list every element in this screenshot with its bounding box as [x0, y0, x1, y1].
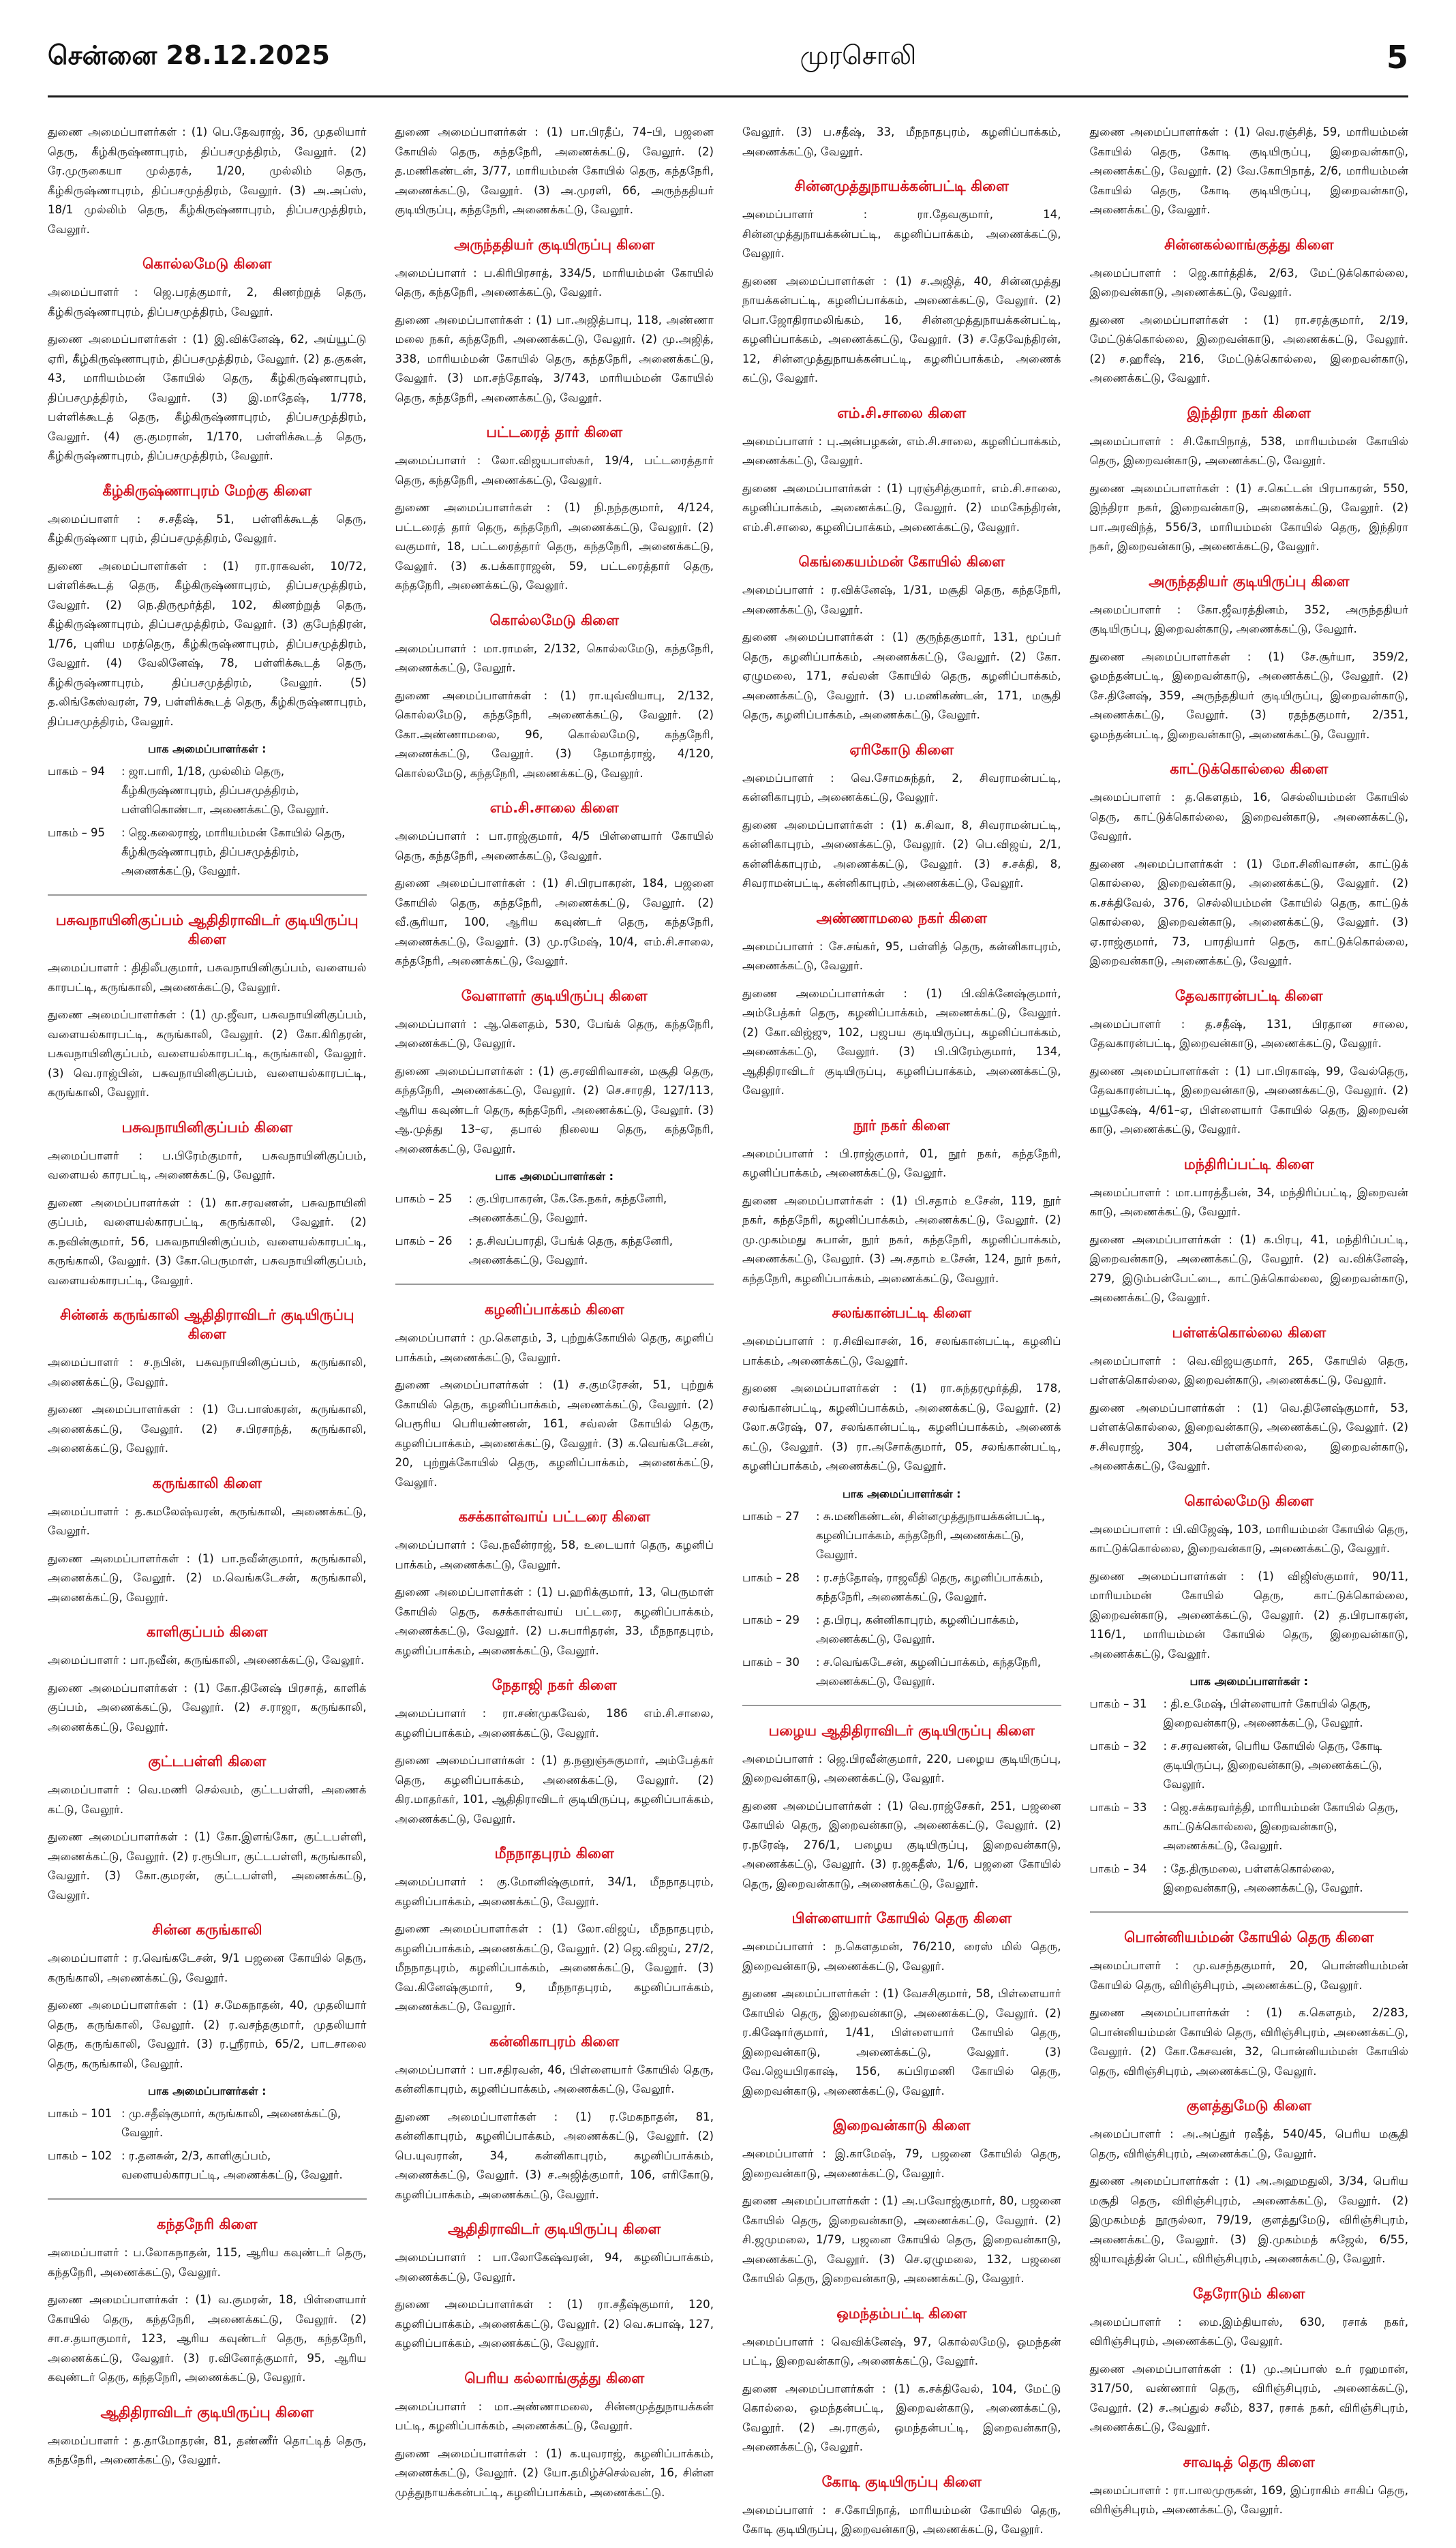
masthead-rule	[48, 95, 1408, 97]
branch-heading: கீழ்கிருஷ்ணாபுரம் மேற்கு கிளை	[102, 482, 312, 499]
ward-row	[1090, 1737, 1409, 1794]
entry: அமைப்பாளர் : ப.கிரிபிரசாத், 334/5, மாரியம்மன் கோயில் தெரு, கந்தநேரி, அணைக்கட்டு, வேலூர்.	[395, 266, 714, 299]
entry: துணை அமைப்பாளர்கள் : (1) பி.விக்னேஷ்குமார், அம்பேத்கர் தெரு, கழனிப்பாக்கம், அணைக்கட்டு, வேலூர். (2) கோ.விஜ்ஜு, 102, பஜபய குடியிருப்பு, கழனிப்பாக்கம், அணைக்கட்டு, வேலூர். (3) பி.பிரேம்குமார், 134, ஆதிதிராவிடர் குடியிருப்பு, கழனிப்பாக்கம், அணைக்கட்டு, வேலூர்.	[742, 986, 1061, 1097]
ward-row	[48, 2104, 367, 2142]
entry: அமைப்பாளர் : ர.சிவிவாசன், 16, சலங்கான்பட்டி, கழனிப் பாக்கம், அணைக்கட்டு, வேலூர்.	[742, 1335, 1061, 1367]
branch-heading: காளிகுப்பம் கிளை	[146, 1624, 268, 1640]
entry: அமைப்பாளர் : சி.கோபிநாத், 538, மாரியம்மன் கோயில் தெரு, இறைவன்காடு, அணைக்கட்டு, வேலூர்.	[1089, 434, 1408, 467]
entry: அமைப்பாளர் : ஜெ.கார்த்திக், 2/63, மேட்டுக்கொல்லை, இறைவன்காடு, அணைக்கட்டு, வேலூர்.	[1089, 266, 1408, 299]
entry: துணை அமைப்பாளர்கள் : (1) புரஞ்சித்குமார், எம்.சி.சாலை, கழனிப்பாக்கம், அணைக்கட்டு, வேலூர். (2) மமகேந்திரன், எம்.சி.சாலை, கழனிப்பாக்கம், அணைக்கட்டு, வேலூர்.	[742, 481, 1061, 534]
masthead	[48, 38, 1408, 76]
branch-heading: கன்னிகாபுரம் கிளை	[489, 2033, 620, 2050]
entry: அமைப்பாளர் : வெ.சோமசுந்தர், 2, சிவராமன்பட்டி, கன்னிகாபுரம், அணைக்கட்டு, வேலூர்.	[742, 771, 1061, 804]
entry: துணை அமைப்பாளர்கள் : (1) க.சக்திவேல், 104, மேட்டு கொல்லை, ஒமந்தன்பட்டி, இறைவன்காடு, அணைக்கட்டு, வேலூர். (2) அ.ராகுல், ஒமந்தன்பட்டி, இறைவன்காடு, அணைக்கட்டு, வேலூர்.	[742, 2382, 1061, 2453]
entry: அமைப்பாளர் : ஆ.கௌதம், 530, பேங்க் தெரு, கந்தநேரி, அணைக்கட்டு, வேலூர்.	[395, 1017, 714, 1050]
section-subheading: பாக அமைப்பாளர்கள் :	[148, 2084, 267, 2097]
entry: அமைப்பாளர் : ச.கோபிநாத், மாரியம்மன் கோயில் தெரு, கோடி குடியிருப்பு, இறைவன்காடு, அணைக்கட்டு, வேலூர்.	[742, 2503, 1061, 2536]
section-subheading: பாக அமைப்பாளர்கள் :	[843, 1487, 961, 1500]
ward-text: : ர.சந்தோஷ், ராஜவீதி தெரு, கழனிப்பாக்கம், கந்தநேரி, அணைக்கட்டு, வேலூர்.	[816, 1571, 1044, 1603]
article-columns	[48, 123, 1408, 2536]
branch-heading: ஆதிதிராவிடர் குடியிருப்பு கிளை	[100, 2403, 314, 2421]
entry: துணை அமைப்பாளர்கள் : (1) வெ.தினேஷ்குமார், 53, பள்ளக்கொல்லை, இறைவன்காடு, அணைக்கட்டு, வேலூர். (2) ச.சிவராஜ், 304, பள்ளக்கொல்லை, இறைவன்காடு, அணைக்கட்டு, வேலூர்.	[1089, 1401, 1408, 1472]
entry: அமைப்பாளர் : ஜெ.பிரவீன்குமார், 220, பழைய குடியிருப்பு, இறைவன்காடு, அணைக்கட்டு, வேலூர்.	[742, 1752, 1061, 1785]
entry: துணை அமைப்பாளர்கள் : (1) பா.பிரதீப், 74–பி, பஜனை கோயில் தெரு, கந்தநேரி, அணைக்கட்டு, வேலூர். (2) த.மணிகண்டன், 3/77, மாரியம்மன் கோயில் தெரு, கந்தநேரி, அணைக்கட்டு, வேலூர். (3) அ.முரளி, 66, அருந்ததியர் குடியிருப்பு, கந்தநேரி, அணைக்கட்டு, வேலூர்.	[395, 125, 714, 216]
ward-row	[742, 1653, 1061, 1691]
entry: அமைப்பாளர் : ந.கௌதமன், 76/210, ரைஸ் மில் தெரு, இறைவன்காடு, அணைக்கட்டு, வேலூர்.	[742, 1940, 1061, 1973]
ward-text: : ச.சரவணன், பெரிய கோயில் தெரு, கோடி குடியிருப்பு, இறைவன்காடு, அணைக்கட்டு, வேலூர்.	[1163, 1740, 1382, 1791]
entry: அமைப்பாளர் : பா.லோகேஷ்வரன், 94, கழனிப்பாக்கம், அணைக்கட்டு, வேலூர்.	[395, 2251, 714, 2284]
branch-heading: கழனிப்பாக்கம் கிளை	[484, 1301, 624, 1318]
ward-label: பாகம் – 28	[742, 1571, 800, 1584]
entry: துணை அமைப்பாளர்கள் : (1) வ.குமரன், 18, பிள்ளையார் கோயில் தெரு, கந்தநேரி, அணைக்கட்டு, வேலூர். (2) சா.ச.தயாகுமார், 123, ஆரிய கவுண்டர் தெரு, கந்தநேரி, அணைக்கட்டு, வேலூர். (3) ர.வினோத்குமார், 95, ஆரிய கவுண்டர் தெரு, கந்தநேரி, அணைக்கட்டு, வேலூர்.	[48, 2293, 367, 2384]
ward-text: : ஜெ.சக்கரவர்த்தி, மாரியம்மன் கோயில் தெரு, காட்டுக்கொல்லை, இறைவன்காடு, அணைக்கட்டு, வேலூர்.	[1163, 1801, 1399, 1852]
entry: துணை அமைப்பாளர்கள் : (1) கோ.இளங்கோ, குட்டபள்ளி, அணைக்கட்டு, வேலூர். (2) ர.ரூபிபா, குட்டபள்ளி, கருங்காலி, வேலூர். (3) கோ.குமரன், குட்டபள்ளி, அணைக்கட்டு, வேலூர்.	[48, 1830, 367, 1902]
entry: துணை அமைப்பாளர்கள் : (1) சி.பிரபாகரன், 184, பஜனை கோயில் தெரு, கந்தநேரி, அணைக்கட்டு, வேலூர். (2) வீ.சூரியா, 100, ஆரிய கவுண்டர் தெரு, கந்தநேரி, அணைக்கட்டு, வேலூர். (3) மு.ரமேஷ், 10/4, எம்.சி.சாலை, கந்தநேரி, அணைக்கட்டு, வேலூர்.	[395, 877, 714, 967]
entry: துணை அமைப்பாளர்கள் : (1) க.கௌதம், 2/283, பொன்னியம்மன் கோயில் தெரு, விரிஞ்சிபுரம், அணைக்கட்டு, வேலூர். (2) கோ.கேசவன், 32, பொன்னியம்மன் கோயில் தெரு, விரிஞ்சிபுரம், அணைக்கட்டு, வேலூர்.	[1089, 2006, 1408, 2078]
entry: துணை அமைப்பாளர்கள் : (1) மோ.சினிவாசன், காட்டுக் கொல்லை, இறைவன்காடு, அணைக்கட்டு, வேலூர். (2) க.சக்திவேல், 376, செல்லியம்மன் கோயில் தெரு, காட்டுக் கொல்லை, இறைவன்காடு, அணைக்கட்டு, வேலூர். (3) ஏ.ராஜ்குமார், 73, பாரதியார் தெரு, காட்டுக்கொல்லை, இறைவன்காடு, அணைக்கட்டு, வேலூர்.	[1089, 857, 1408, 967]
entry: அமைப்பாளர் : அ.அப்துர் ரஷீத், 540/45, பெரிய மசூதி தெரு, விரிஞ்சிபுரம், அணைக்கட்டு, வேலூர்.	[1089, 2127, 1408, 2160]
entry: அமைப்பாளர் : கோ.ஜீவரத்தினம், 352, அருந்ததியர் குடியிருப்பு, இறைவன்காடு, அணைக்கட்டு, வேலூர்.	[1089, 603, 1408, 635]
ward-row	[48, 2147, 367, 2185]
ward-label: பாகம் – 34	[1089, 1862, 1147, 1875]
branch-heading: குட்டபள்ளி கிளை	[148, 1753, 267, 1770]
entry: அமைப்பாளர் : மு.வசந்தகுமார், 20, பொன்னியம்மன் கோயில் தெரு, விரிஞ்சிபுரம், அணைக்கட்டு, வேலூர்.	[1089, 1959, 1408, 1992]
entry: அமைப்பாளர் : ரா.தேவகுமார், 14, சின்னமுத்துநாயக்கன்பட்டி, கழனிப்பாக்கம், அணைக்கட்டு, வேலூர்.	[742, 208, 1061, 260]
section-subheading: பாக அமைப்பாளர்கள் :	[495, 1170, 613, 1183]
entry: அமைப்பாளர் : பு.அன்பழகன், எம்.சி.சாலை, கழனிப்பாக்கம், அணைக்கட்டு, வேலூர்.	[742, 434, 1061, 467]
branch-heading: தேரோடும் கிளை	[1193, 2285, 1305, 2302]
ward-label: பாகம் – 25	[395, 1192, 453, 1205]
ward-text: : மு.சதீஷ்குமார், கருங்காலி, அணைக்கட்டு, வேலூர்.	[121, 2107, 342, 2139]
entry: அமைப்பாளர் : வெ.விஜயகுமார், 265, கோயில் தெரு, பள்ளக்கொல்லை, இறைவன்காடு, அணைக்கட்டு, வேலூர்.	[1089, 1354, 1408, 1386]
branch-heading: கருங்காலி கிளை	[152, 1474, 262, 1491]
ward-row	[1090, 1798, 1409, 1855]
ward-label: பாகம் – 29	[742, 1613, 800, 1626]
entry: துணை அமைப்பாளர்கள் : (1) ரா.ராகவன், 10/72, பள்ளிக்கூடத் தெரு, கீழ்கிருஷ்ணாபுரம், திப்பசமுத்திரம், வேலூர். (2) நெ.திருமூர்த்தி, 102, கிணற்றுத் தெரு, கீழ்கிருஷ்ணாபுரம், திப்பசமுத்திரம், வேலூர். (3) குபேந்திரன், 1/76, புளிய மரத்தெரு, கீழ்கிருஷ்ணாபுரம், திப்பசமுத்திரம், வேலூர். (4) வேலினேஷ், 78, பள்ளிக்கூடத் தெரு, கீழ்கிருஷ்ணாபுரம், திப்பசமுத்திரம், வேலூர். (5) த.லிங்கேஸ்வரன், 79, பள்ளிக்கூடத் தெரு, கீழ்கிருஷ்ணாபுரம், திப்பசமுத்திரம், வேலூர்.	[48, 559, 367, 728]
ward-label: பாகம் – 31	[1089, 1697, 1147, 1710]
branch-heading: சின்னகல்லாங்குத்து கிளை	[1164, 236, 1334, 253]
ward-label: பாகம் – 94	[48, 765, 105, 778]
entry: அமைப்பாளர் : இ.காமேஷ், 79, பஜனை கோயில் தெரு, இறைவன்காடு, அணைக்கட்டு, வேலூர்.	[742, 2147, 1061, 2180]
ward-label: பாகம் – 32	[1089, 1740, 1147, 1753]
entry: அமைப்பாளர் : திதிலீபகுமார், பசுவநாயினிகுப்பம், வளையல் காரபட்டி, கருங்காலி, அணைக்கட்டு, வேலூர்.	[48, 961, 367, 994]
entry: துணை அமைப்பாளர்கள் : (1) க.யுவராஜ், கழனிப்பாக்கம், அணைக்கட்டு, வேலூர். (2) யோ.தமிழ்ச்செல்வன், 16, சின்ன முத்துநாயக்கன்பட்டி, கழனிப்பாக்கம், அணைக்கட்டு.	[395, 2446, 714, 2499]
entry: துணை அமைப்பாளர்கள் : (1) விஜிஸ்குமார், 90/11, மாரியம்மன் கோயில் தெரு, காட்டுக்கொல்லை, இறைவன்காடு, அணைக்கட்டு, வேலூர். (2) த.பிரபாகரன், 116/1, மாரியம்மன் கோயில் தெரு, இறைவன்காடு, அணைக்கட்டு, வேலூர்.	[1089, 1569, 1408, 1660]
ward-row	[1090, 1860, 1409, 1898]
section-subheading: பாக அமைப்பாளர்கள் :	[148, 742, 267, 755]
branch-heading: நேதாஜி நகர் கிளை	[491, 1677, 617, 1693]
ward-text: : த.சிவப்பாரதி, பேங்க் தெரு, கந்தனேரி, அணைக்கட்டு, வேலூர்.	[468, 1234, 673, 1267]
entry: துணை அமைப்பாளர்கள் : (1) த.நனுஞ்சுகுமார், அம்பேத்கர் தெரு, கழனிப்பாக்கம், அணைக்கட்டு, வேலூர். (2) கிர.மாதர்கர், 101, ஆதிதிராவிடர் குடியிருப்பு, கழனிப்பாக்கம், அணைக்கட்டு, வேலூர்.	[395, 1754, 714, 1825]
branch-heading: பழைய ஆதிதிராவிடர் குடியிருப்பு கிளை	[768, 1722, 1035, 1739]
ward-row	[395, 1232, 714, 1270]
entry: துணை அமைப்பாளர்கள் : (1) மு.அப்பாஸ் உர் ரஹமான், 317/50, வண்ணார் தெரு, விரிஞ்சிபுரம், அணைக்கட்டு, வேலூர். (2) ச.அப்துல் சலீம், 837, ரசாக் நகர், விரிஞ்சிபுரம், அணைக்கட்டு, வேலூர்.	[1089, 2362, 1408, 2433]
divider	[48, 2198, 367, 2200]
entry: துணை அமைப்பாளர்கள் : (1) ச.குமரேசன், 51, புற்றுக் கோயில் தெரு, கழனிப்பாக்கம், அணைக்கட்டு, வேலூர். (2) பெரூரிய பெரியண்ணன், 161, சவ்லன் கோயில் தெரு, கழனிப்பாக்கம், அணைக்கட்டு, வேலூர். (3) க.வெங்கடேசன், 20, புற்றுக்கோயில் தெரு, கழனிப்பாக்கம், அணைக்கட்டு, வேலூர்.	[395, 1378, 714, 1489]
branch-heading: மீநநாதபுரம் கிளை	[494, 1845, 614, 1862]
branch-heading: சலங்கான்பட்டி கிளை	[832, 1305, 972, 1321]
entry: துணை அமைப்பாளர்கள் : (1) வெ.ரஞ்சித், 59, மாரியம்மன் கோயில் தெரு, கோடி குடியிருப்பு, இறைவன்காடு, அணைக்கட்டு, வேலூர். (2) வே.கோபிநாத், 2/6, மாரியம்மன் கோயில் தெரு, கோடி குடியிருப்பு, இறைவன்காடு, அணைக்கட்டு, வேலூர்.	[1089, 125, 1408, 216]
branch-heading: பிள்ளையார் கோயில் தெரு கிளை	[791, 1910, 1012, 1926]
entry: வேலூர். (3) ப.சதீஷ், 33, மீநநாதபுரம், கழனிப்பாக்கம், அணைக்கட்டு, வேலூர்.	[742, 125, 1061, 158]
branch-heading: கந்தநேரி கிளை	[157, 2216, 258, 2232]
entry: துணை அமைப்பாளர்கள் : (1) நி.நந்தகுமார், 4/124, பட்டரைத் தார் தெரு, கந்தநேரி, அணைக்கட்டு, வேலூர். (2) வகுமார், 18, பட்டரைத்தார் தெரு, கந்தநேரி, அணைக்கட்டு, வேலூர். (3) க.பக்காராஜன், 59, பட்டரைத்தார் தெரு, கந்தநேரி, அணைக்கட்டு, வேலூர்.	[395, 501, 714, 592]
entry: அமைப்பாளர் : ரா.பாலமுருகன், 169, இப்ராகிம் சாகிப் தெரு, விரிஞ்சிபுரம், அணைக்கட்டு, வேலூர்.	[1089, 2483, 1408, 2516]
branch-heading: பட்டரைத் தார் கிளை	[486, 424, 623, 440]
branch-heading: தேவகாரன்பட்டி கிளை	[1174, 987, 1323, 1004]
entry: அமைப்பாளர் : பா.நவீன், கருங்காலி, அணைக்கட்டு, வேலூர்.	[48, 1654, 365, 1667]
branch-heading: சின்னமுத்துநாயக்கன்பட்டி கிளை	[794, 178, 1009, 194]
entry: துணை அமைப்பாளர்கள் : (1) ச.அஜித், 40, சின்னமுத்து நாயக்கன்பட்டி, கழனிப்பாக்கம், அணைக்கட்டு, வேலூர். (2) பொ.ஜோதிராமலிங்கம், 16, சின்னமுத்துநாயக்கன்பட்டி, கழனிப்பாக்கம், அணைக்கட்டு, வேலூர். (3) ச.தேவேந்திரன், 12, சின்னமுத்துநாயக்கன்பட்டி, கழனிப்பாக்கம், அணைக் கட்டு, வேலூர்.	[742, 274, 1061, 384]
entry: அமைப்பாளர் : ப.பிரேம்குமார், பசுவநாயினிகுப்பம், வளையல் காரபட்டி, அணைக்கட்டு, வேலூர்.	[48, 1149, 367, 1181]
entry: துணை அமைப்பாளர்கள் : (1) மு.ஜீவா, பசுவநாயினிகுப்பம், வளையல்காரபட்டி, கருங்காலி, வேலூர். (2) கோ.கிரிதரன், பசுவநாயினிகுப்பம், வளையல்காரபட்டி, கருங்காலி, வேலூர். (3) வெ.ராஜ்பின், பசுவநாயினிகுப்பம், வளையல்காரபட்டி, கருங்காலி, வேலூர்.	[48, 1008, 367, 1099]
ward-label: பாகம் – 101	[48, 2107, 112, 2120]
entry: அமைப்பாளர் : ப.லோகநாதன், 115, ஆரிய கவுண்டர் தெரு, கந்தநேரி, அணைக்கட்டு, வேலூர்.	[48, 2246, 367, 2279]
entry: அமைப்பாளர் : பி.ராஜ்குமார், 01, நூர் நகர், கந்தநேரி, கழனிப்பாக்கம், அணைக்கட்டு, வேலூர்.	[742, 1147, 1061, 1179]
entry: துணை அமைப்பாளர்கள் : (1) ரா.சதீஷ்குமார், 120, கழனிப்பாக்கம், அணைக்கட்டு, வேலூர். (2) வெ.சுபாஷ், 127, கழனிப்பாக்கம், அணைக்கட்டு, வேலூர்.	[395, 2298, 714, 2350]
branch-heading: சின்ன கருங்காலி	[151, 1922, 262, 1938]
branch-heading: அருந்ததியர் குடியிருப்பு கிளை	[1149, 573, 1350, 590]
entry: துணை அமைப்பாளர்கள் : (1) பே.பாஸ்கரன், கருங்காலி, அணைக்கட்டு, வேலூர். (2) ச.பிரசாந்த், கருங்காலி, அணைக்கட்டு, வேலூர்.	[48, 1403, 367, 1455]
entry: துணை அமைப்பாளர்கள் : (1) அ.பவோஜ்குமார், 80, பஜனை கோயில் தெரு, இறைவன்காடு, அணைக்கட்டு, வேலூர். (2) சி.ஜமுமலை, 1/79, பஜனை கோயில் தெரு, இறைவன்காடு, அணைக்கட்டு, வேலூர். (3) செ.ஏழுமலை, 132, பஜனை கோயில் தெரு, இறைவன்காடு, அணைக்கட்டு, வேலூர்.	[742, 2194, 1061, 2285]
entry: துணை அமைப்பாளர்கள் : (1) ரா.சுந்தரமூர்த்தி, 178, சலங்கான்பட்டி, கழனிப்பாக்கம், அணைக்கட்டு, வேலூர். (2) லோ.சுரேஷ், 07, சலங்கான்பட்டி, கழனிப்பாக்கம், அணைக் கட்டு, வேலூர். (3) ரா.அசோக்குமார், 05, சலங்கான்பட்டி, கழனிப்பாக்கம், அணைக்கட்டு, வேலூர்.	[742, 1382, 1061, 1472]
entry: அமைப்பாளர் : த.சதீஷ், 131, பிரதான சாலை, தேவகாரன்பட்டி, இறைவன்காடு, அணைக்கட்டு, வேலூர்.	[1089, 1017, 1408, 1050]
ward-text: : தே.திருமலை, பள்ளக்கொல்லை, இறைவன்காடு, அணைக்கட்டு, வேலூர்.	[1163, 1862, 1363, 1894]
ward-label: பாகம் – 33	[1089, 1801, 1147, 1814]
divider	[48, 894, 367, 896]
entry: அமைப்பாளர் : பா.ராஜ்குமார், 4/5 பிள்ளையார் கோயில் தெரு, கந்தநேரி, அணைக்கட்டு, வேலூர்.	[395, 830, 714, 862]
entry: துணை அமைப்பாளர்கள் : (1) க.பிரபு, 41, மந்திரிப்பட்டி, இறைவன்காடு, அணைக்கட்டு, வேலூர். (2) வ.விக்னேஷ், 279, இடும்பன்பேட்டை, காட்டுக்கொல்லை, இறைவன்காடு, அணைக்கட்டு, வேலூர்.	[1089, 1232, 1408, 1304]
branch-heading: வேளாளர் குடியிருப்பு கிளை	[461, 987, 648, 1004]
divider	[395, 1284, 714, 1285]
column-4	[1090, 123, 1409, 2548]
branch-heading: அருந்ததியர் குடியிருப்பு கிளை	[454, 236, 655, 253]
entry: அமைப்பாளர் : கு.மோனிஷ்குமார், 34/1, மீநநாதபுரம், கழனிப்பாக்கம், அணைக்கட்டு, வேலூர்.	[395, 1875, 714, 1908]
branch-heading: பெரிய கல்லாங்குத்து கிளை	[464, 2369, 645, 2386]
entry: அமைப்பாளர் : லோ.விஜயபாஸ்கர், 19/4, பட்டரைத்தார் தெரு, கந்தநேரி, அணைக்கட்டு, வேலூர்.	[395, 454, 714, 487]
page-number: 5	[1386, 39, 1408, 76]
entry: துணை அமைப்பாளர்கள் : (1) சே.சூர்யா, 359/2, ஓமந்தன்பட்டி, இறைவன்காடு, அணைக்கட்டு, வேலூர். (2) சே.தினேஷ், 359, அருந்ததியர் குடியிருப்பு, இறைவன்காடு, அணைக்கட்டு, வேலூர். (3) ரதந்தகுமார், 2/351, ஓமந்தன்பட்டி, இறைவன்காடு, அணைக்கட்டு, வேலூர்.	[1089, 650, 1408, 741]
branch-heading: பொன்னியம்மன் கோயில் தெரு கிளை	[1124, 1929, 1374, 1945]
entry: அமைப்பாளர் : த.கௌதம், 16, செல்லியம்மன் கோயில் தெரு, காட்டுக்கொல்லை, இறைவன்காடு, அணைக்கட்டு, வேலூர்.	[1089, 791, 1408, 843]
branch-heading: சாவடித் தெரு கிளை	[1183, 2453, 1315, 2470]
ward-label: பாகம் – 26	[395, 1234, 453, 1247]
ward-text: : ச.வெங்கடேசன், கழனிப்பாக்கம், கந்தநேரி, அணைக்கட்டு, வேலூர்.	[816, 1655, 1042, 1688]
branch-heading: கொல்லமேடு கிளை	[142, 256, 272, 272]
entry: துணை அமைப்பாளர்கள் : (1) வெ.ராஜ்சேகர், 251, பஜனை கோயில் தெரு, இறைவன்காடு, அணைக்கட்டு, வேலூர். (2) ர.நரேஷ், 276/1, பழைய குடியிருப்பு, இறைவன்காடு, அணைக்கட்டு, வேலூர். (3) ர.ஜகதீஸ், 1/6, பஜனை கோயில் தெரு, இறைவன்காடு, அணைக்கட்டு, வேலூர்.	[742, 1799, 1061, 1890]
entry: அமைப்பாளர் : மை.இம்தியாஸ், 630, ரசாக் நகர், விரிஞ்சிபுரம், அணைக்கட்டு, வேலூர்.	[1089, 2315, 1408, 2348]
entry: அமைப்பாளர் : மா.ராமன், 2/132, கொல்லமேடு, கந்தநேரி, அணைக்கட்டு, வேலூர்.	[395, 641, 714, 674]
branch-heading: பசுவநாயினிகுப்பம் கிளை	[121, 1119, 293, 1136]
entry: அமைப்பாளர் : ர.விக்னேஷ், 1/31, மசூதி தெரு, கந்தநேரி, அணைக்கட்டு, வேலூர்.	[742, 583, 1061, 616]
ward-row	[395, 1189, 714, 1228]
branch-heading: சின்னக் கருங்காலி ஆதிதிராவிடர் குடியிருப்பு கிளை	[59, 1307, 354, 1342]
divider	[742, 1705, 1061, 1706]
entry: துணை அமைப்பாளர்கள் : (1) பா.அஜித்பாபு, 118, அண்ணா மலை நகர், கந்தநேரி, அணைக்கட்டு, வேலூர். (2) மு.அஜித், 338, மாரியம்மன் கோயில் தெரு, கந்தநேரி, அணைக்கட்டு, வேலூர். (3) மா.சந்தோஷ், 3/743, மாரியம்மன் கோயில் தெரு, கந்தநேரி, அணைக்கட்டு, வேலூர்.	[395, 313, 714, 404]
entry: அமைப்பாளர் : வெ.மணி செல்வம், குட்டபள்ளி, அணைக் கட்டு, வேலூர்.	[48, 1783, 367, 1816]
entry: துணை அமைப்பாளர்கள் : (1) லோ.விஜய், மீநநாதபுரம், கழனிப்பாக்கம், அணைக்கட்டு, வேலூர். (2) ஜெ.விஜய், 27/2, மீநநாதபுரம், கழனிப்பாக்கம், அணைக்கட்டு, வேலூர். (3) வே.கினேஷ்குமார், 9, மீநநாதபுரம், கழனிப்பாக்கம், அணைக்கட்டு, வேலூர்.	[395, 1922, 714, 2013]
column-2	[395, 123, 714, 2548]
entry: துணை அமைப்பாளர்கள் : (1) கோ.தினேஷ் பிரசாத், காளிக் குப்பம், அணைக்கட்டு, வேலூர். (2) ச.ராஜா, கருங்காலி, அணைக்கட்டு, வேலூர்.	[48, 1681, 367, 1733]
entry: அமைப்பாளர் : த.கமலேஷ்வரன், கருங்காலி, அணைக்கட்டு, வேலூர்.	[48, 1504, 367, 1537]
entry: அமைப்பாளர் : ரா.சண்முகவேல், 186 எம்.சி.சாலை, கழனிப்பாக்கம், அணைக்கட்டு, வேலூர்.	[395, 1707, 714, 1740]
entry: அமைப்பாளர் : மா.அண்ணாமலை, சின்னமுத்துநாயக்கன் பட்டி, கழனிப்பாக்கம், அணைக்கட்டு, வேலூர்.	[395, 2399, 714, 2432]
ward-row	[1090, 1695, 1409, 1733]
issue-date: சென்னை 28.12.2025	[48, 40, 330, 70]
ward-text: : த.பிரபு, கன்னிகாபுரம், கழனிப்பாக்கம், அணைக்கட்டு, வேலூர்.	[816, 1613, 1019, 1645]
branch-heading: ஏரிகோடு கிளை	[849, 741, 954, 758]
column-1	[48, 123, 367, 2548]
entry: அமைப்பாளர் : ச.நபின், பசுவநாயினிகுப்பம், கருங்காலி, அணைக்கட்டு, வேலூர்.	[48, 1356, 367, 1389]
branch-heading: கொல்லமேடு கிளை	[1184, 1492, 1314, 1509]
ward-label: பாகம் – 102	[48, 2149, 112, 2162]
ward-text: : தி.உமேஷ், பிள்ளையார் கோயில் தெரு, இறைவன்காடு, அணைக்கட்டு, வேலூர்.	[1163, 1697, 1371, 1729]
entry: துணை அமைப்பாளர்கள் : (1) பி.சதாம் உசேன், 119, நூர் நகர், கந்தநேரி, கழனிப்பாக்கம், அணைக்கட்டு, வேலூர். (2) மு.முகம்மது சுபான், நூர் நகர், கந்தநேரி, கழனிப்பாக்கம், அணைக்கட்டு, வேலூர். (3) அ.சதாம் உசேன், 124, நூர் நகர், கந்தநேரி, கழனிப்பாக்கம், அணைக்கட்டு, வேலூர்.	[742, 1194, 1061, 1285]
branch-heading: கோடி குடியிருப்பு கிளை	[821, 2473, 982, 2490]
branch-heading: எம்.சி.சாலை கிளை	[489, 800, 619, 816]
ward-text: : கு.பிரபாகரன், கே.கே.நகர், கந்தனேரி, அணைக்கட்டு, வேலூர்.	[468, 1192, 667, 1224]
branch-heading: அண்ணாமலை நகர் கிளை	[816, 909, 987, 926]
ward-row	[48, 823, 367, 881]
divider	[1090, 1911, 1409, 1913]
ward-text: : சு.மணிகண்டன், சின்னமுத்துநாயக்கன்பட்டி, கழனிப்பாக்கம், கந்தநேரி, அணைக்கட்டு, வேலூர்.	[816, 1509, 1046, 1561]
branch-heading: எம்.சி.சாலை கிளை	[837, 404, 967, 421]
entry: துணை அமைப்பாளர்கள் : (1) பா.நவீன்குமார், கருங்காலி, அணைக்கட்டு, வேலூர். (2) ம.வெங்கடேசன், கருங்காலி, அணைக்கட்டு, வேலூர்.	[48, 1551, 367, 1604]
entry: அமைப்பாளர் : வே.நவீன்ராஜ், 58, உடையார் தெரு, கழனிப் பாக்கம், அணைக்கட்டு, வேலூர்.	[395, 1538, 714, 1571]
column-3	[742, 123, 1061, 2548]
branch-heading: குளத்துமேடு கிளை	[1186, 2097, 1311, 2114]
branch-heading: பசுவநாயினிகுப்பம் ஆதிதிராவிடர் குடியிருப்பு கிளை	[55, 912, 359, 947]
entry: துணை அமைப்பாளர்கள் : (1) ப.ஹரிக்குமார், 13, பெருமாள் கோயில் தெரு, கசக்காள்வாய் பட்டரை, கழனிப்பாக்கம், அணைக்கட்டு, வேலூர். (2) ப.சுபாரிதரன், 33, மீநநாதபுரம், கழனிப்பாக்கம், அணைக்கட்டு, வேலூர்.	[395, 1586, 714, 1657]
ward-text: : ஜெ.கலைராஜ், மாரியம்மன் கோயில் தெரு, கீழ்கிருஷ்ணாபுரம், திப்பசமுத்திரம், அணைக்கட்டு, வேலூர்.	[121, 826, 346, 877]
ward-text: : ஜா.பாரி, 1/18, முல்லிம் தெரு, கீழ்கிருஷ்ணாபுரம், திப்பசமுத்திரம், பள்ளிகொண்டா, அணைக்கட்டு, வேலூர்.	[121, 765, 329, 816]
branch-heading: இறைவன்காடு கிளை	[832, 2117, 971, 2134]
section-subheading: பாக அமைப்பாளர்கள் :	[1189, 1675, 1308, 1688]
entry: துணை அமைப்பாளர்கள் : (1) வேசசிகுமார், 58, பிள்ளையார் கோயில் தெரு, இறைவன்காடு, அணைக்கட்டு, வேலூர். (2) ர.கிஷோர்குமார், 1/41, பிள்ளையார் கோயில் தெரு, இறைவன்காடு, அணைக்கட்டு, வேலூர். (3) வே.ஜெயபிரகாஷ், 156, கப்பிரமணி கோயில் தெரு, இறைவன்காடு, அணைக்கட்டு, வேலூர்.	[742, 1987, 1061, 2097]
ward-label: பாகம் – 27	[742, 1509, 800, 1523]
branch-heading: இந்திரா நகர் கிளை	[1187, 404, 1311, 421]
ward-row	[742, 1611, 1061, 1649]
branch-heading: மந்திரிப்பட்டி கிளை	[1183, 1155, 1314, 1172]
ward-row	[742, 1507, 1061, 1564]
branch-heading: கொல்லமேடு கிளை	[489, 611, 619, 628]
entry: துணை அமைப்பாளர்கள் : (1) க.சிவா, 8, சிவராமன்பட்டி, கன்னிகாபுரம், அணைக்கட்டு, வேலூர். (2) பெ.விஜய், 2/1, கன்னிக்காபுரம், அணைக்கட்டு, வேலூர். (3) ச.சக்தி, 8, சிவராமன்பட்டி, கன்னிகாபுரம், அணைக்கட்டு, வேலூர்.	[742, 818, 1061, 890]
entry: துணை அமைப்பாளர்கள் : (1) ர.மேகநாதன், 81, கன்னிகாபுரம், கழனிப்பாக்கம், அணைக்கட்டு, வேலூர். (2) பெ.யுவரான், 34, கன்னிகாபுரம், கழனிப்பாக்கம், அணைக்கட்டு, வேலூர். (3) ச.அஜித்குமார், 106, எரிகோடு, கழனிப்பாக்கம், அணைக்கட்டு, வேலூர்.	[395, 2110, 714, 2201]
entry: துணை அமைப்பாளர்கள் : (1) ச.கெட்டன் பிரபாகரன், 550, இந்திரா நகர், இறைவன்காடு, அணைக்கட்டு, வேலூர். (2) பா.அரவிந்த், 556/3, மாரியம்மன் கோயில் தெரு, இந்திரா நகர், இறைவன்காடு, அணைக்கட்டு, வேலூர்.	[1089, 481, 1408, 553]
branch-heading: கசக்காள்வாய் பட்டரை கிளை	[458, 1508, 650, 1525]
ward-label: பாகம் – 95	[48, 826, 105, 839]
entry: அமைப்பாளர் : மு.கௌதம், 3, புற்றுக்கோயில் தெரு, கழனிப் பாக்கம், அணைக்கட்டு, வேலூர்.	[395, 1331, 714, 1364]
entry: அமைப்பாளர் : பி.விஜேஷ், 103, மாரியம்மன் கோயில் தெரு, காட்டுக்கொல்லை, இறைவன்காடு, அணைக்கட்டு, வேலூர்.	[1089, 1522, 1408, 1555]
entry: துணை அமைப்பாளர்கள் : (1) ரா.யுவ்வியாபு, 2/132, கொல்லமேடு, கந்தநேரி, அணைக்கட்டு, வேலூர். (2) கோ.அண்ணாமலை, 96, கொல்லமேடு, கந்தநேரி, அணைக்கட்டு, வேலூர். (3) தேமாத்ராஜ், 4/120, கொல்லமேடு, கந்தநேரி, அணைக்கட்டு, வேலூர்.	[395, 688, 714, 780]
entry: துணை அமைப்பாளர்கள் : (1) பா.பிரகாஷ், 99, வேல்தெரு, தேவகாரன்பட்டி, இறைவன்காடு, அணைக்கட்டு, வேலூர். (2) மயூகேஷ், 4/61–ஏ, பிள்ளையார் கோயில் தெரு, இறைவன் காடு, அணைக்கட்டு, வேலூர்.	[1089, 1064, 1408, 1136]
entry: அமைப்பாளர் : ர.வெங்கடேசன், 9/1 பஜனை கோயில் தெரு, கருங்காலி, அணைக்கட்டு, வேலூர்.	[48, 1952, 367, 1984]
branch-heading: நூர் நகர் கிளை	[853, 1117, 950, 1134]
entry: துணை அமைப்பாளர்கள் : (1) கு.சரவிரிவாசன், மசூதி தெரு, கந்தநேரி, அணைக்கட்டு, வேலூர். (2) செ.சாரதி, 127/113, ஆரிய கவுண்டர் தெரு, கந்தநேரி, அணைக்கட்டு, வேலூர். (3) ஆ.முத்து 13–ஏ, தபால் நிலைய தெரு, கந்தநேரி, அணைக்கட்டு, வேலூர்.	[395, 1064, 714, 1155]
branch-heading: ஒமந்தம்பட்டி கிளை	[836, 2305, 967, 2322]
ward-row	[48, 762, 367, 819]
entry: அமைப்பாளர் : சே.சங்கர், 95, பள்ளித் தெரு, கன்னிகாபுரம், அணைக்கட்டு, வேலூர்.	[742, 939, 1061, 972]
newspaper-name: முரசொலி	[800, 40, 917, 70]
ward-label: பாகம் – 30	[742, 1655, 800, 1669]
entry: அமைப்பாளர் : ச.சதீஷ், 51, பள்ளிக்கூடத் தெரு, கீழ்கிருஷ்ணா புரம், திப்பசமுத்திரம், வேலூர்.	[48, 512, 367, 545]
branch-heading: ஆதிதிராவிடர் குடியிருப்பு கிளை	[447, 2221, 661, 2237]
entry: அமைப்பாளர் : மா.பாரத்தீபன், 34, மந்திரிப்பட்டி, இறைவன் காடு, அணைக்கட்டு, வேலூர்.	[1089, 1185, 1408, 1218]
ward-row	[742, 1568, 1061, 1607]
entry: அமைப்பாளர் : த.தாமோதரன், 81, தண்ணீர் தொட்டித் தெரு, கந்தநேரி, அணைக்கட்டு, வேலூர்.	[48, 2433, 367, 2466]
entry: துணை அமைப்பாளர்கள் : (1) இ.விக்னேஷ், 62, அய்யூட்டு ஏரி, கீழ்கிருஷ்ணாபுரம், திப்பசமுத்திரம், வேலூர். (2) த.குகன், 43, மாரியம்மன் கோயில் தெரு, கீழ்கிருஷ்ணாபுரம், திப்பசமுத்திரம், வேலூர். (3) இ.மாதேஷ், 1/778, பள்ளிக்கூடத் தெரு, கீழ்கிருஷ்ணாபுரம், திப்பசமுத்திரம், வேலூர். (4) கு.குமரான், 1/170, பள்ளிக்கூடத் தெரு, கீழ்கிருஷ்ணாபுரம், திப்பசமுத்திரம், வேலூர்.	[48, 333, 367, 462]
entry: அமைப்பாளர் : பா.சதிரவன், 46, பிள்ளையார் கோயில் தெரு, கன்னிகாபுரம், கழனிப்பாக்கம், அணைக்கட்டு, வேலூர்.	[395, 2063, 714, 2095]
entry: துணை அமைப்பாளர்கள் : (1) பெ.தேவராஜ், 36, முதலியார் தெரு, கீழ்கிருஷ்ணாபுரம், திப்பசமுத்திரம், வேலூர். (2) ரே.முருகையா முல்தரக், 1/20, முல்லிம் தெரு, கீழ்கிருஷ்ணாபுரம், திப்பசமுத்திரம், வேலூர். (3) அ.அப்ஸ், 18/1 முல்லிம் தெரு, கீழ்கிருஷ்ணாபுரம், திப்பசமுத்திரம், வேலூர்.	[48, 125, 367, 236]
entry: துணை அமைப்பாளர்கள் : (1) அ.அஹமதுலி, 3/34, பெரிய மசூதி தெரு, விரிஞ்சிபுரம், அணைக்கட்டு, வேலூர். (2) இமுகம்மத் நூருல்லா, 79/19, குளத்துமேடு, விரிஞ்சிபுரம், அணைக்கட்டு, வேலூர். (3) இ.முகம்மத் சுஜேல், 6/55, ஜியாவுத்தின் பெட், விரிஞ்சிபுரம், அணைக்கட்டு, வேலூர்.	[1089, 2174, 1408, 2265]
branch-heading: கெங்கையம்மன் கோயில் கிளை	[798, 553, 1005, 570]
branch-heading: காட்டுக்கொல்லை கிளை	[1170, 761, 1329, 777]
entry: அமைப்பாளர் : வெவிக்னேஷ், 97, கொல்லமேடு, ஒமந்தன் பட்டி, இறைவன்காடு, அணைக்கட்டு, வேலூர்.	[742, 2335, 1061, 2367]
entry: துணை அமைப்பாளர்கள் : (1) ச.மேகநாதன், 40, முதலியார் தெரு, கருங்காலி, வேலூர். (2) ர.வசந்தகுமார், முதலியார் தெரு, கருங்காலி, வேலூர். (3) ர.ஸ்ரீராம், 65/2, பாடசாலை தெரு, கருங்காலி, வேலூர்.	[48, 1999, 367, 2070]
entry: அமைப்பாளர் : ஜெ.பரத்குமார், 2, கிணற்றுத் தெரு, கீழ்கிருஷ்ணாபுரம், திப்பசமுத்திரம், வேலூர்.	[48, 286, 367, 318]
ward-text: : ர.தனசுன், 2/3, காளிகுப்பம், வளையல்காரபட்டி, அணைக்கட்டு, வேலூர்.	[121, 2149, 343, 2181]
entry: துணை அமைப்பாளர்கள் : (1) குருந்தகுமார், 131, மூப்பர் தெரு, கழனிப்பாக்கம், அணைக்கட்டு, வேலூர். (2) கோ. ஏழுமலை, 171, சவ்லன் கோயில் தெரு, கழனிப்பாக்கம், அணைக்கட்டு, வேலூர். (3) ப.மணிகண்டன், 171, மசூதி தெரு, கழனிப்பாக்கம், அணைக்கட்டு, வேலூர்.	[742, 631, 1061, 721]
branch-heading: பள்ளக்கொல்லை கிளை	[1172, 1324, 1326, 1341]
entry: துணை அமைப்பாளர்கள் : (1) ரா.சரத்குமார், 2/19, மேட்டுக்கொல்லை, இறைவன்காடு, அணைக்கட்டு, வேலூர். (2) ச.ஹரீஷ், 216, மேட்டுக்கொல்லை, இறைவன்காடு, அணைக்கட்டு, வேலூர்.	[1089, 313, 1408, 384]
entry: துணை அமைப்பாளர்கள் : (1) கா.சரவணன், பசுவநாயினி குப்பம், வளையல்காரபட்டி, கருங்காலி, வேலூர். (2) க.நவின்குமார், 56, பசுவநாயினிகுப்பம், வளையல்காரபட்டி, கருங்காலி, வேலூர். (3) கோ.பெருமாள், பசுவநாயினிகுப்பம், வளையல்காரபட்டி, வேலூர்.	[48, 1196, 367, 1287]
